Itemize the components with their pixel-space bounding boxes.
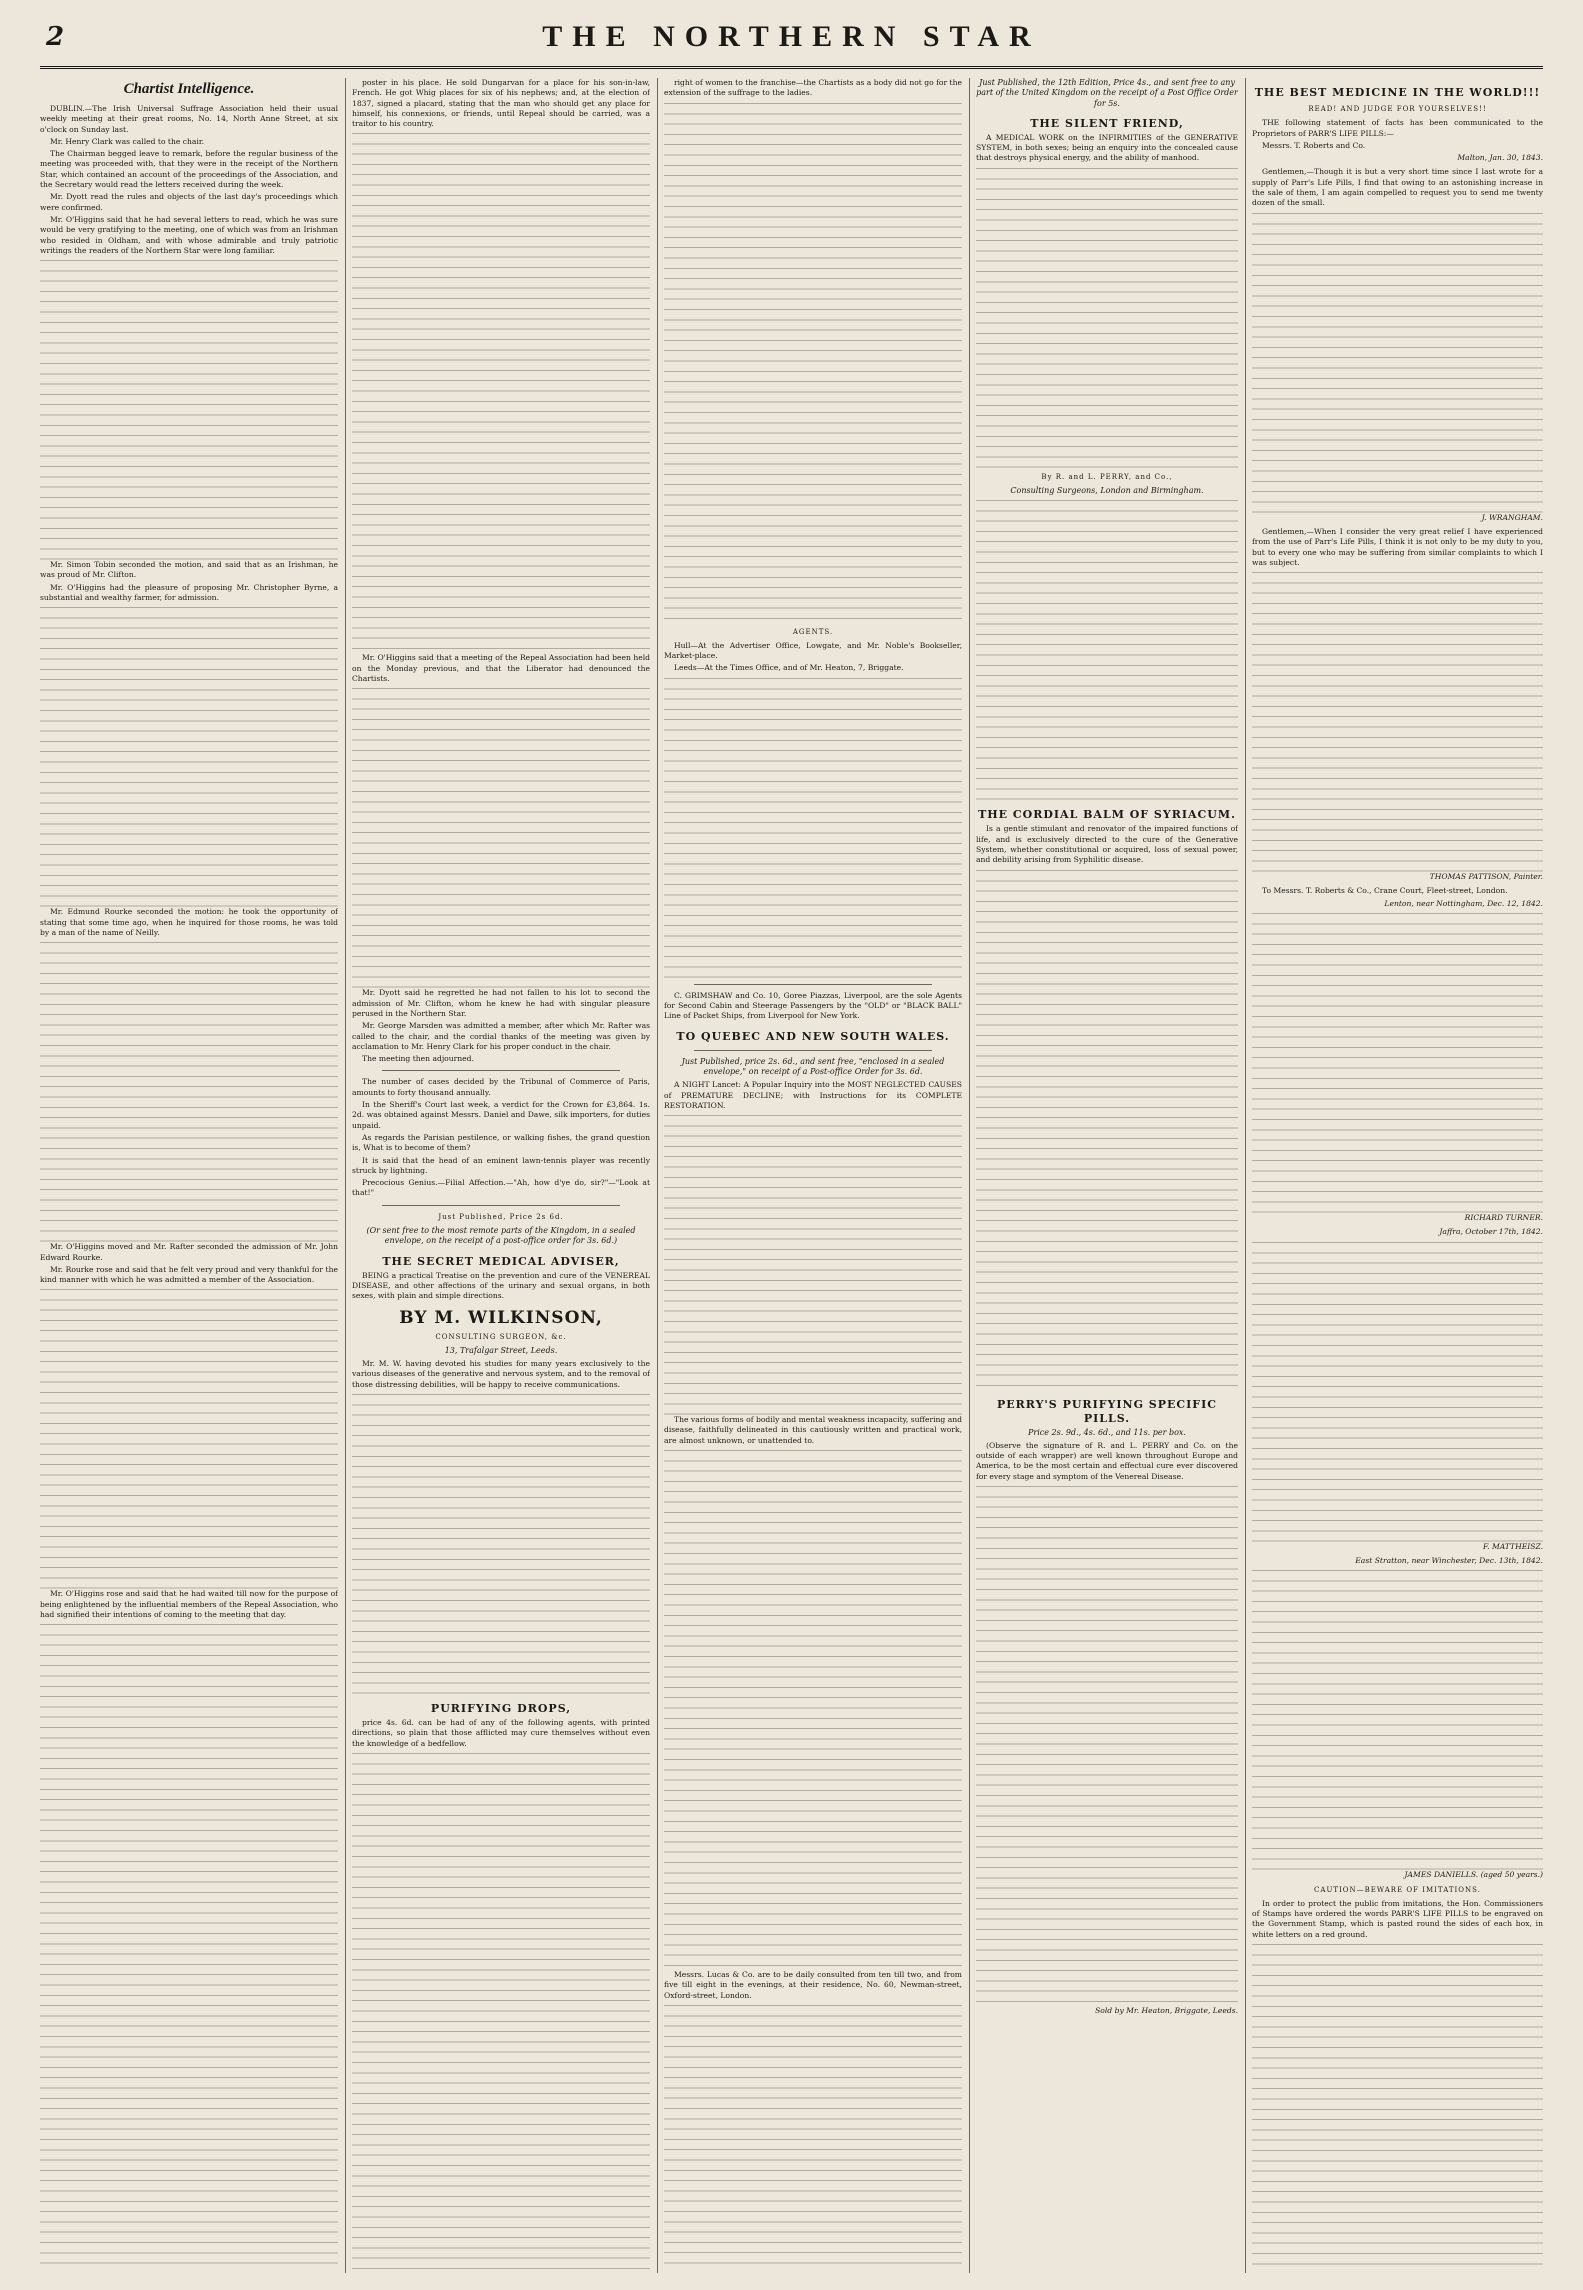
text-block <box>664 1450 962 1970</box>
text-block <box>1252 213 1543 513</box>
ad-title: THE SECRET MEDICAL ADVISER, <box>382 1254 620 1268</box>
article-paragraph: Mr. Henry Clark was called to the chair. <box>50 136 205 146</box>
ad-seller: Sold by Mr. Heaton, Briggate, Leeds. <box>1095 2006 1238 2016</box>
ad-notice: Just Published, Price 2s 6d. <box>438 1212 564 1221</box>
caution-body: In order to protect the public from imitations, the Hon. Commissioners of Stamps have ordered the words PARR'S LIFE PILLS to be engraved on the Government Stamp, which is pasted round the sides of each box, in white letters on a red ground. <box>1252 1898 1543 1939</box>
ad-address: 13, Trafalgar Street, Leeds. <box>444 1345 558 1355</box>
news-item: As regards the Parisian pestilence, or walking fishes, the grand question is, What is to become of them? <box>352 1132 650 1153</box>
ad-title: THE SILENT FRIEND, <box>1030 116 1184 130</box>
article-paragraph: Mr. O'Higgins moved and Mr. Rafter seconded the admission of Mr. John Edward Rourke. <box>40 1242 338 1262</box>
article-paragraph: Mr. Dyott read the rules and objects of the last day's proceedings which were confirmed. <box>40 192 338 212</box>
ad-body: price 4s. 6d. can be had of any of the following agents, with printed directions, so plain that those afflicted may cure themselves without even the knowledge of a bedfellow. <box>352 1717 650 1748</box>
letter-recipient: To Messrs. T. Roberts & Co., Crane Court, Fleet-street, London. <box>1262 886 1508 896</box>
text-block <box>40 942 338 1242</box>
text-block <box>40 1289 338 1589</box>
text-block <box>352 1394 650 1694</box>
text-block <box>976 870 1238 1390</box>
letter-place: Lenton, near Nottingham, Dec. 12, 1842. <box>1384 898 1543 908</box>
agent-entry: Hull—At the Advertiser Office, Lowgate, and Mr. Noble's Bookseller, Market-place. <box>664 640 962 661</box>
article-paragraph: Mr. Simon Tobin seconded the motion, and said that as an Irishman, he was proud of Mr. Clifton. <box>40 560 338 580</box>
text-block <box>352 688 650 988</box>
ad-title: PURIFYING DROPS, <box>430 1701 572 1715</box>
article-paragraph: Mr. O'Higgins had the pleasure of proposing Mr. Christopher Byrne, a substantial and wealthy farmer, for admission. <box>40 582 338 603</box>
article-paragraph: The meeting then adjourned. <box>362 1054 474 1064</box>
divider <box>382 1070 620 1071</box>
letter-place: Malton, Jan. 30, 1843. <box>1457 153 1543 163</box>
text-block <box>40 1624 338 2273</box>
ad-subtitle: (Or sent free to the most remote parts of the Kingdom, in a sealed envelope, on the receipt of a post-office order for 3s. 6d.) <box>366 1226 636 1246</box>
text-block <box>1252 1242 1543 1542</box>
ad-title: THE BEST MEDICINE IN THE WORLD!!! <box>1254 86 1541 99</box>
text-block <box>1252 1570 1543 1870</box>
article-paragraph: poster in his place. He sold Dungarvan for a place for his son-in-law, French. He got Whig places for six of his nephews; and, at the election of 1837, signed a placard, stating that the man who should get any place for himself, his connexions, or friends, until Repeal should be carried, was a traitor to his country. <box>352 78 650 129</box>
text-block <box>40 607 338 907</box>
news-item: Precocious Genius.—Filial Affection.—"Ah, how d'ye do, sir?"—"Look at that!" <box>352 1178 650 1198</box>
page-number: 2 <box>46 22 65 52</box>
column-divider <box>657 78 658 2273</box>
article-paragraph: Mr. Rourke rose and said that he felt very proud and very thankful for the kind manner with which he was admitted a member of the Association. <box>40 1264 338 1285</box>
ad-author: BY M. WILKINSON, <box>399 1307 603 1328</box>
ad-body: Mr. M. W. having devoted his studies for many years exclusively to the various diseases of the generative and nervous system, and to the removal of those distressing debilities, will be happy to receive communications. <box>352 1359 650 1389</box>
ad-body: Is a gentle stimulant and renovator of the impaired functions of life, and is exclusively directed to the cure of the Generative System, whether constitutional or acquired, loss of sexual power, and debility arising from Syphilitic disease. <box>976 824 1238 865</box>
ad-author-title: Consulting Surgeons, London and Birmingham. <box>1010 486 1204 496</box>
article-paragraph: Mr. George Marsden was admitted a member, after which Mr. Rafter was called to the chair, and the cordial thanks of the meeting was given by acclamation to Mr. Henry Clark for his proper conduct in the chair. <box>352 1021 650 1051</box>
agent-entry: Leeds—At the Times Office, and of Mr. Heaton, 7, Briggate. <box>674 663 904 673</box>
ad-title: TO QUEBEC AND NEW SOUTH WALES. <box>676 1029 950 1043</box>
column-divider <box>969 78 970 2273</box>
article-paragraph: The Chairman begged leave to remark, before the regular business of the meeting was proceeded with, that they were in the receipt of the Northern Star, which contained an account of the proceedings of the Association, and the Secretary would read the letters received during the week. <box>40 149 338 190</box>
ad-author: By R. and L. PERRY, and Co., <box>1041 472 1173 481</box>
news-item: The number of cases decided by the Tribunal of Commerce of Paris, amounts to forty thousand annually. <box>352 1077 650 1097</box>
article-paragraph: Mr. Dyott said he regretted he had not fallen to his lot to second the admission of Mr. Clifton, whom he knew he had with singular pleasure perused in the Northern Star. <box>352 988 650 1018</box>
letter-signature: RICHARD TURNER. <box>1464 1213 1543 1223</box>
divider <box>694 984 932 985</box>
letter-body: Gentlemen,—Though it is but a very short time since I last wrote for a supply of Parr's Life Pills, I find that owing to an astonishing increase in the sale of them, I am again compelled to request you to send me twenty dozen of the small. <box>1252 167 1543 208</box>
letter-place: Jaffra, October 17th, 1842. <box>1439 1227 1543 1237</box>
letter-recipient: Messrs. T. Roberts and Co. <box>1262 140 1366 150</box>
section-title: Chartist Intelligence. <box>123 81 255 97</box>
letter-place: East Stratton, near Winchester, Dec. 13th, 1842. <box>1355 1555 1543 1565</box>
column-divider <box>1245 78 1246 2273</box>
ad-body: The various forms of bodily and mental weakness incapacity, suffering and disease, faithfully delineated in this cautiously written and practical work, are almost unknown, or unattended to. <box>664 1415 962 1445</box>
news-item: In the Sheriff's Court last week, a verdict for the Crown for £3,864. 1s. 2d. was obtained against Messrs. Daniel and Dawe, silk importers, for duties unpaid. <box>352 1100 650 1130</box>
text-block <box>352 133 650 653</box>
column-divider <box>345 78 346 2273</box>
ad-title: THE CORDIAL BALM OF SYRIACUM. <box>978 808 1236 822</box>
news-item: It is said that the head of an eminent lawn-tennis player was recently struck by lightning. <box>352 1155 650 1175</box>
text-block <box>664 678 962 978</box>
ad-title: PERRY'S PURIFYING SPECIFIC PILLS. <box>996 1397 1218 1425</box>
ad-body: (Observe the signature of R. and L. PERRY and Co. on the outside of each wrapper) are well known throughout Europe and America, to be the most certain and effectual cure ever discovered for every stage and symptom of the Venereal Disease. <box>976 1440 1238 1481</box>
divider <box>382 1205 620 1206</box>
text-block <box>1252 572 1543 872</box>
article-paragraph: right of women to the franchise—the Chartists as a body did not go for the extension of the suffrage to the ladies. <box>664 78 962 98</box>
ad-notice: Just Published, price 2s. 6d., and sent free, "enclosed in a sealed envelope," on receipt of a Post-office Order for 3s. 6d. <box>681 1056 945 1076</box>
text-block <box>1252 913 1543 1213</box>
article-paragraph: Mr. O'Higgins said that a meeting of the Repeal Association had been held on the Monday previous, and that the Liberator had denounced the Chartists. <box>352 653 650 684</box>
text-block <box>976 1486 1238 2006</box>
text-block <box>976 500 1238 800</box>
masthead-title: THE NORTHERN STAR <box>542 20 1041 53</box>
text-block <box>40 260 338 560</box>
ad-body: A NIGHT Lancet: A Popular Inquiry into the MOST NEGLECTED CAUSES of PREMATURE DECLINE; with Instructions for its COMPLETE RESTORATION. <box>664 1080 962 1110</box>
ad-price: Price 2s. 9d., 4s. 6d., and 11s. per box. <box>1028 1427 1186 1437</box>
article-paragraph: DUBLIN.—The Irish Universal Suffrage Association held their usual weekly meeting at their great rooms, No. 14, North Anne Street, at six o'clock on Sunday last. <box>40 104 338 134</box>
text-block <box>664 2005 962 2273</box>
letter-body: Gentlemen,—When I consider the very great relief I have experienced from the use of Parr's Life Pills, I think it is not only to be my duty to you, but to every one who may be suffering from similar complaints to which I was subject. <box>1252 526 1543 567</box>
ad-body: C. GRIMSHAW and Co. 10, Goree Piazzas, Liverpool, are the sole Agents for Second Cabin and Steerage Passengers by the "OLD" or "BLACK BALL" Line of Packet Ships, from Liverpool for New York. <box>664 990 962 1021</box>
column-2 <box>352 78 650 2273</box>
ad-notice: Just Published, the 12th Edition, Price 4s., and sent free to any part of the United Kingdom on the receipt of a Post Office Order for 5s. <box>976 78 1238 108</box>
column-3 <box>664 78 962 2273</box>
caution-title: CAUTION—BEWARE OF IMITATIONS. <box>1314 1885 1481 1894</box>
ad-author-title: CONSULTING SURGEON, &c. <box>435 1332 567 1341</box>
column-1 <box>40 78 338 2273</box>
letter-signature: J. WRANGHAM. <box>1481 512 1543 522</box>
text-block <box>664 1115 962 1415</box>
letter-signature: JAMES DANIELLS. (aged 50 years.) <box>1404 1870 1543 1880</box>
ad-body: A MEDICAL WORK on the INFIRMITIES of the GENERATIVE SYSTEM, in both sexes; being an enquiry into the concealed cause that destroys physical energy, and the ability of manhood. <box>976 132 1238 163</box>
divider <box>694 1050 932 1051</box>
article-paragraph: Mr. Edmund Rourke seconded the motion: he took the opportunity of stating that some time ago, when he inquired for those rooms, he was told by a man of the name of Neilly. <box>40 907 338 937</box>
letter-signature: THOMAS PATTISON, Painter. <box>1429 872 1543 882</box>
letter-signature: F. MATTHEISZ. <box>1483 1541 1543 1551</box>
ad-subtitle: READ! AND JUDGE FOR YOURSELVES!! <box>1308 105 1487 113</box>
text-block <box>1252 1944 1543 2273</box>
column-5 <box>1252 78 1543 2273</box>
ad-body: THE following statement of facts has been communicated to the Proprietors of PARR'S LIFE PILLS:— <box>1252 118 1543 138</box>
text-block <box>664 103 962 623</box>
page-header <box>40 12 1543 69</box>
column-4 <box>976 78 1238 2273</box>
article-paragraph: Mr. O'Higgins rose and said that he had waited till now for the purpose of being enlightened by the influential members of the Repeal Association, who had signified their intentions of coming to the meeting that day. <box>40 1589 338 1620</box>
article-paragraph: Mr. O'Higgins said that he had several letters to read, which he was sure would be very gratifying to the meeting, one of which was from an Irishman who resided in Oldham, and with whose admirable and truly patriotic writings the readers of the Northern Star were long familiar. <box>40 214 338 255</box>
agents-heading: AGENTS. <box>792 627 834 636</box>
text-block <box>352 1753 650 2273</box>
ad-body: BEING a practical Treatise on the prevention and cure of the VENEREAL DISEASE, and other affections of the urinary and sexual organs, in both sexes, with plain and simple directions. <box>352 1270 650 1301</box>
text-block <box>976 168 1238 468</box>
ad-body: Messrs. Lucas & Co. are to be daily consulted from ten till two, and from five till eight in the evenings, at their residence, No. 60, Newman-street, Oxford-street, London. <box>664 1970 962 2000</box>
